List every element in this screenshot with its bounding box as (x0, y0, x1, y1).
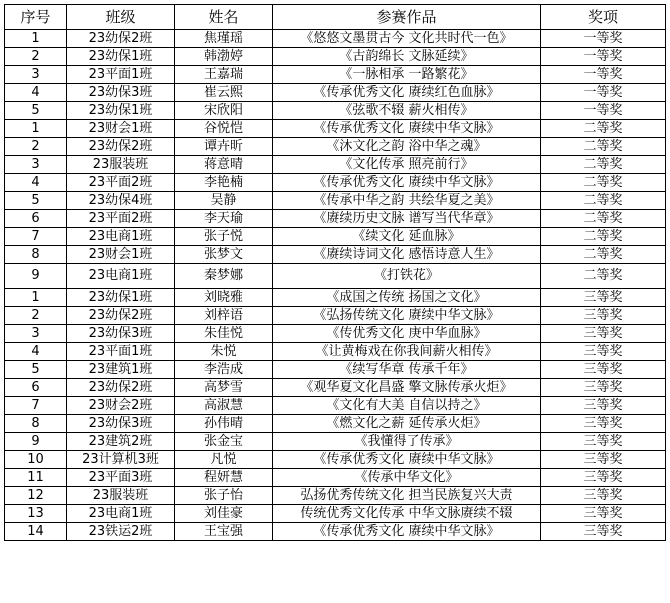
cell-award: 三等奖 (541, 289, 666, 307)
cell-index: 5 (5, 361, 67, 379)
cell-name: 王嘉瑞 (175, 66, 273, 84)
cell-name: 谭卉昕 (175, 138, 273, 156)
cell-index: 7 (5, 397, 67, 415)
cell-work: 《传承优秀文化 赓续中华文脉》 (273, 523, 541, 541)
cell-award: 二等奖 (541, 246, 666, 264)
cell-class: 23财会1班 (67, 246, 175, 264)
cell-index: 4 (5, 84, 67, 102)
table-row (5, 523, 666, 541)
cell-class: 23平面2班 (67, 210, 175, 228)
cell-index: 11 (5, 469, 67, 487)
cell-name: 刘晓雅 (175, 289, 273, 307)
cell-name: 程妍慧 (175, 469, 273, 487)
cell-work: 《赓续历史文脉 谱写当代华章》 (273, 210, 541, 228)
cell-class: 23幼保2班 (67, 307, 175, 325)
cell-name: 张金宝 (175, 433, 273, 451)
cell-class: 23平面3班 (67, 469, 175, 487)
cell-name: 李艳楠 (175, 174, 273, 192)
table-row (5, 102, 666, 120)
cell-class: 23幼保3班 (67, 325, 175, 343)
cell-award: 二等奖 (541, 264, 666, 289)
table-row (5, 228, 666, 246)
cell-class: 23幼保4班 (67, 192, 175, 210)
cell-name: 张子悦 (175, 228, 273, 246)
table-body (5, 30, 666, 541)
cell-award: 三等奖 (541, 343, 666, 361)
cell-index: 7 (5, 228, 67, 246)
cell-name: 崔云熙 (175, 84, 273, 102)
cell-index: 5 (5, 102, 67, 120)
cell-name: 韩渤婷 (175, 48, 273, 66)
cell-class: 23铁运2班 (67, 523, 175, 541)
cell-work: 《我懂得了传承》 (273, 433, 541, 451)
cell-name: 王宝强 (175, 523, 273, 541)
table-row (5, 138, 666, 156)
cell-award: 三等奖 (541, 397, 666, 415)
cell-class: 23计算机3班 (67, 451, 175, 469)
cell-index: 3 (5, 156, 67, 174)
cell-name: 张梦文 (175, 246, 273, 264)
cell-index: 9 (5, 433, 67, 451)
cell-name: 焦瑾瑶 (175, 30, 273, 48)
cell-award: 三等奖 (541, 505, 666, 523)
cell-class: 23幼保3班 (67, 84, 175, 102)
cell-award: 一等奖 (541, 84, 666, 102)
cell-index: 4 (5, 343, 67, 361)
cell-class: 23财会2班 (67, 397, 175, 415)
cell-work: 《赓续诗词文化 感悟诗意人生》 (273, 246, 541, 264)
table-row (5, 307, 666, 325)
cell-class: 23幼保2班 (67, 30, 175, 48)
cell-work: 《古韵绵长 文脉延续》 (273, 48, 541, 66)
cell-award: 二等奖 (541, 174, 666, 192)
cell-name: 高淑慧 (175, 397, 273, 415)
cell-name: 谷悦恺 (175, 120, 273, 138)
cell-name: 吴静 (175, 192, 273, 210)
cell-award: 三等奖 (541, 451, 666, 469)
cell-work: 《弦歌不辍 薪火相传》 (273, 102, 541, 120)
table-row (5, 174, 666, 192)
cell-award: 三等奖 (541, 469, 666, 487)
cell-award: 一等奖 (541, 30, 666, 48)
cell-index: 12 (5, 487, 67, 505)
cell-class: 23服装班 (67, 487, 175, 505)
table-row (5, 289, 666, 307)
cell-work: 传统优秀文化传承 中华文脉赓续不辍 (273, 505, 541, 523)
table-row (5, 415, 666, 433)
cell-award: 三等奖 (541, 325, 666, 343)
cell-name: 张子怡 (175, 487, 273, 505)
table-row (5, 487, 666, 505)
cell-award: 一等奖 (541, 66, 666, 84)
table-row (5, 451, 666, 469)
header-award: 奖项 (541, 5, 666, 30)
cell-award: 一等奖 (541, 102, 666, 120)
cell-award: 二等奖 (541, 138, 666, 156)
cell-work: 《沐文化之韵 浴中华之魂》 (273, 138, 541, 156)
cell-name: 蒋意晴 (175, 156, 273, 174)
cell-work: 《燃文化之薪 延传承火炬》 (273, 415, 541, 433)
cell-name: 朱悦 (175, 343, 273, 361)
cell-class: 23建筑1班 (67, 361, 175, 379)
cell-index: 3 (5, 66, 67, 84)
cell-index: 2 (5, 138, 67, 156)
cell-work: 《续写华章 传承千年》 (273, 361, 541, 379)
cell-index: 13 (5, 505, 67, 523)
table-row (5, 156, 666, 174)
cell-work: 《观华夏文化昌盛 擎文脉传承火炬》 (273, 379, 541, 397)
cell-index: 4 (5, 174, 67, 192)
cell-work: 《续文化 延血脉》 (273, 228, 541, 246)
table-row (5, 120, 666, 138)
table-row (5, 30, 666, 48)
cell-name: 朱佳悦 (175, 325, 273, 343)
cell-work: 《文化有大美 自信以持之》 (273, 397, 541, 415)
cell-index: 1 (5, 289, 67, 307)
cell-award: 二等奖 (541, 228, 666, 246)
cell-index: 14 (5, 523, 67, 541)
cell-work: 《传承中华文化》 (273, 469, 541, 487)
cell-index: 2 (5, 307, 67, 325)
table-row (5, 469, 666, 487)
cell-award: 三等奖 (541, 361, 666, 379)
table-row (5, 505, 666, 523)
table-row (5, 325, 666, 343)
cell-class: 23服装班 (67, 156, 175, 174)
cell-index: 2 (5, 48, 67, 66)
cell-index: 10 (5, 451, 67, 469)
table-row (5, 192, 666, 210)
cell-index: 8 (5, 415, 67, 433)
cell-class: 23平面2班 (67, 174, 175, 192)
cell-work: 《成国之传统 扬国之文化》 (273, 289, 541, 307)
cell-index: 9 (5, 264, 67, 289)
cell-class: 23幼保1班 (67, 289, 175, 307)
cell-name: 宋欣阳 (175, 102, 273, 120)
cell-award: 三等奖 (541, 415, 666, 433)
cell-award: 三等奖 (541, 433, 666, 451)
cell-index: 3 (5, 325, 67, 343)
cell-index: 6 (5, 379, 67, 397)
cell-name: 秦梦娜 (175, 264, 273, 289)
cell-award: 三等奖 (541, 487, 666, 505)
table-row (5, 397, 666, 415)
cell-name: 高梦雪 (175, 379, 273, 397)
cell-index: 1 (5, 120, 67, 138)
cell-work: 《传承优秀文化 赓续中华文脉》 (273, 120, 541, 138)
table-row (5, 433, 666, 451)
cell-award: 一等奖 (541, 48, 666, 66)
cell-name: 李天瑜 (175, 210, 273, 228)
cell-class: 23幼保1班 (67, 102, 175, 120)
cell-class: 23电商1班 (67, 264, 175, 289)
cell-class: 23财会1班 (67, 120, 175, 138)
cell-award: 三等奖 (541, 379, 666, 397)
header-name: 姓名 (175, 5, 273, 30)
cell-award: 二等奖 (541, 192, 666, 210)
cell-work: 《弘扬传统文化 赓续中华文脉》 (273, 307, 541, 325)
cell-name: 孙伟晴 (175, 415, 273, 433)
cell-award: 二等奖 (541, 156, 666, 174)
table-row (5, 264, 666, 289)
cell-work: 《传承优秀文化 赓续红色血脉》 (273, 84, 541, 102)
cell-class: 23幼保1班 (67, 48, 175, 66)
cell-work: 《一脉相承 一路繁花》 (273, 66, 541, 84)
cell-name: 刘梓语 (175, 307, 273, 325)
cell-award: 三等奖 (541, 523, 666, 541)
table-row (5, 246, 666, 264)
cell-index: 8 (5, 246, 67, 264)
cell-name: 刘佳豪 (175, 505, 273, 523)
header-row (5, 5, 666, 30)
table-row (5, 48, 666, 66)
cell-class: 23电商1班 (67, 228, 175, 246)
header-class: 班级 (67, 5, 175, 30)
table-row (5, 343, 666, 361)
cell-award: 二等奖 (541, 120, 666, 138)
table-row (5, 361, 666, 379)
cell-class: 23幼保2班 (67, 379, 175, 397)
table-row (5, 210, 666, 228)
table-row (5, 379, 666, 397)
cell-work: 《传承优秀文化 赓续中华文脉》 (273, 451, 541, 469)
cell-class: 23平面1班 (67, 66, 175, 84)
cell-index: 5 (5, 192, 67, 210)
cell-work: 弘扬优秀传统文化 担当民族复兴大责 (273, 487, 541, 505)
awards-table (4, 4, 666, 541)
cell-work: 《让黄梅戏在你我间薪火相传》 (273, 343, 541, 361)
header-index: 序号 (5, 5, 67, 30)
cell-award: 二等奖 (541, 210, 666, 228)
cell-class: 23幼保3班 (67, 415, 175, 433)
cell-class: 23平面1班 (67, 343, 175, 361)
cell-name: 凡悦 (175, 451, 273, 469)
cell-index: 1 (5, 30, 67, 48)
cell-award: 三等奖 (541, 307, 666, 325)
cell-class: 23电商1班 (67, 505, 175, 523)
cell-work: 《传承优秀文化 赓续中华文脉》 (273, 174, 541, 192)
cell-work: 《传承中华之韵 共绘华夏之美》 (273, 192, 541, 210)
header-work: 参赛作品 (273, 5, 541, 30)
cell-name: 李浩成 (175, 361, 273, 379)
cell-index: 6 (5, 210, 67, 228)
cell-class: 23建筑2班 (67, 433, 175, 451)
table-row (5, 66, 666, 84)
cell-class: 23幼保2班 (67, 138, 175, 156)
cell-work: 《传优秀文化 庚中华血脉》 (273, 325, 541, 343)
cell-work: 《文化传承 照亮前行》 (273, 156, 541, 174)
table-row (5, 84, 666, 102)
cell-work: 《打铁花》 (273, 264, 541, 289)
cell-work: 《悠悠文墨贯古今 文化共时代一色》 (273, 30, 541, 48)
